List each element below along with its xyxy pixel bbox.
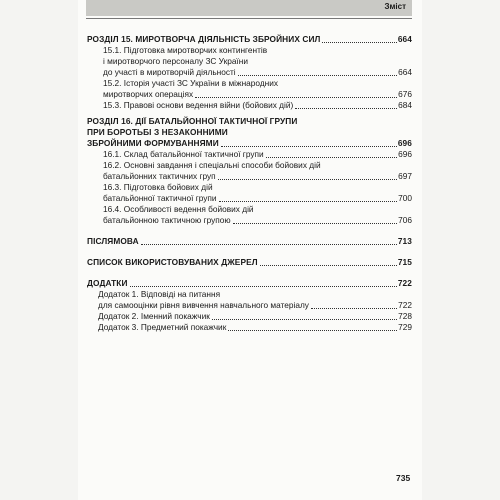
toc-entry-title: 15.1. Підготовка миротворчих контингентів (103, 45, 268, 55)
toc-entry-title: і миротворчого персоналу ЗС України (103, 56, 248, 66)
toc-entry-title: батальйонних тактичних груп (103, 171, 216, 181)
toc-entry-page: 728 (398, 311, 412, 321)
toc-entry (0, 182, 500, 193)
toc-entry (0, 300, 500, 311)
toc-dot-leader (221, 146, 397, 147)
toc-dot-leader (260, 265, 397, 266)
toc-entry (0, 45, 500, 56)
toc-entry-page: 700 (398, 193, 412, 203)
toc-entry-title: РОЗДІЛ 15. МИРОТВОРЧА ДІЯЛЬНІСТЬ ЗБРОЙНИХ СИЛ (87, 34, 321, 44)
toc-entry-title: 16.4. Особливості ведення бойових дій (103, 204, 254, 214)
toc-entry (0, 89, 500, 100)
toc-entry (0, 236, 500, 247)
toc-entry (0, 127, 500, 138)
toc-entry (0, 138, 500, 149)
toc-entry-page: 676 (398, 89, 412, 99)
toc-entry (0, 257, 500, 268)
toc-dot-leader (295, 108, 397, 109)
toc-dot-leader (130, 286, 397, 287)
toc-entry-page: 715 (397, 257, 412, 267)
toc-dot-leader (233, 223, 397, 224)
toc-entry (0, 204, 500, 215)
toc-dot-leader (219, 201, 397, 202)
toc-entry (0, 56, 500, 67)
toc-entry-title: Додаток 1. Відповіді на питання (98, 289, 221, 299)
toc-entry (0, 322, 500, 333)
running-header-title: Зміст (384, 2, 406, 11)
toc-dot-leader (238, 75, 397, 76)
toc-entry (0, 116, 500, 127)
toc-entry-title: 16.1. Склад батальйонної тактичної групи (103, 149, 264, 159)
toc-entry (0, 149, 500, 160)
toc-entry-title: 16.3. Підготовка бойових дій (103, 182, 213, 192)
toc-dot-leader (311, 308, 397, 309)
toc-entry-title: для самооцінки рівня вивчення навчального матеріалу (98, 300, 309, 310)
toc-entry-page: 713 (397, 236, 412, 246)
toc-entry-page: 664 (397, 34, 412, 44)
toc-entry-title: батальйонною тактичною групою (103, 215, 231, 225)
toc-entry (0, 160, 500, 171)
toc-entry-title: до участі в миротворчій діяльності (103, 67, 236, 77)
toc-entry-title: ПІСЛЯМОВА (87, 236, 139, 246)
toc-entry-page: 706 (398, 215, 412, 225)
toc-entry-page: 684 (398, 100, 412, 110)
toc-entry-title: Додаток 3. Предметний покажчик (98, 322, 227, 332)
toc-entry-page: 729 (398, 322, 412, 332)
toc-dot-leader (141, 244, 397, 245)
toc-entry-title: ДОДАТКИ (87, 278, 128, 288)
toc-entry (0, 100, 500, 111)
toc-dot-leader (266, 157, 397, 158)
toc-entry-page: 664 (398, 67, 412, 77)
toc-entry (0, 289, 500, 300)
toc-entry (0, 78, 500, 89)
toc-dot-leader (195, 97, 397, 98)
toc-entry-title: ПРИ БОРОТЬБІ З НЕЗАКОННИМИ (87, 127, 228, 137)
toc-entry-title: батальйонної тактичної групи (103, 193, 217, 203)
toc-entry (0, 193, 500, 204)
page-number: 735 (396, 473, 411, 483)
toc-entry-page: 722 (398, 300, 412, 310)
toc-entry-title: ЗБРОЙНИМИ ФОРМУВАННЯМИ (87, 138, 219, 148)
toc-entry-title: СПИСОК ВИКОРИСТОВУВАНИХ ДЖЕРЕЛ (87, 257, 258, 267)
toc-dot-leader (228, 330, 397, 331)
toc-entry-page: 696 (398, 149, 412, 159)
toc-entry-title: 16.2. Основні завдання і спеціальні способи бойових дій (103, 160, 321, 170)
toc-entry (0, 67, 500, 78)
running-header (86, 0, 412, 16)
toc-entry (0, 215, 500, 226)
toc-entry (0, 171, 500, 182)
header-rule (86, 18, 412, 19)
toc-entry (0, 278, 500, 289)
toc-entry-title: 15.2. Історія участі ЗС України в міжнародних (103, 78, 279, 88)
toc-entry-title: 15.3. Правові основи ведення війни (бойових дій) (103, 100, 294, 110)
toc-entry-page: 696 (397, 138, 412, 148)
toc-dot-leader (218, 179, 397, 180)
toc-entry-page: 697 (398, 171, 412, 181)
toc-entry-title: РОЗДІЛ 16. ДІЇ БАТАЛЬЙОННОЇ ТАКТИЧНОЇ ГРУПИ (87, 116, 298, 126)
toc-entry-title: миротворчих операціях (103, 89, 194, 99)
toc-dot-leader (212, 319, 397, 320)
toc-entry-title: Додаток 2. Іменний покажчик (98, 311, 210, 321)
toc-dot-leader (322, 42, 397, 43)
toc-entry (0, 34, 500, 45)
toc-entry (0, 311, 500, 322)
toc-entry-page: 722 (397, 278, 412, 288)
